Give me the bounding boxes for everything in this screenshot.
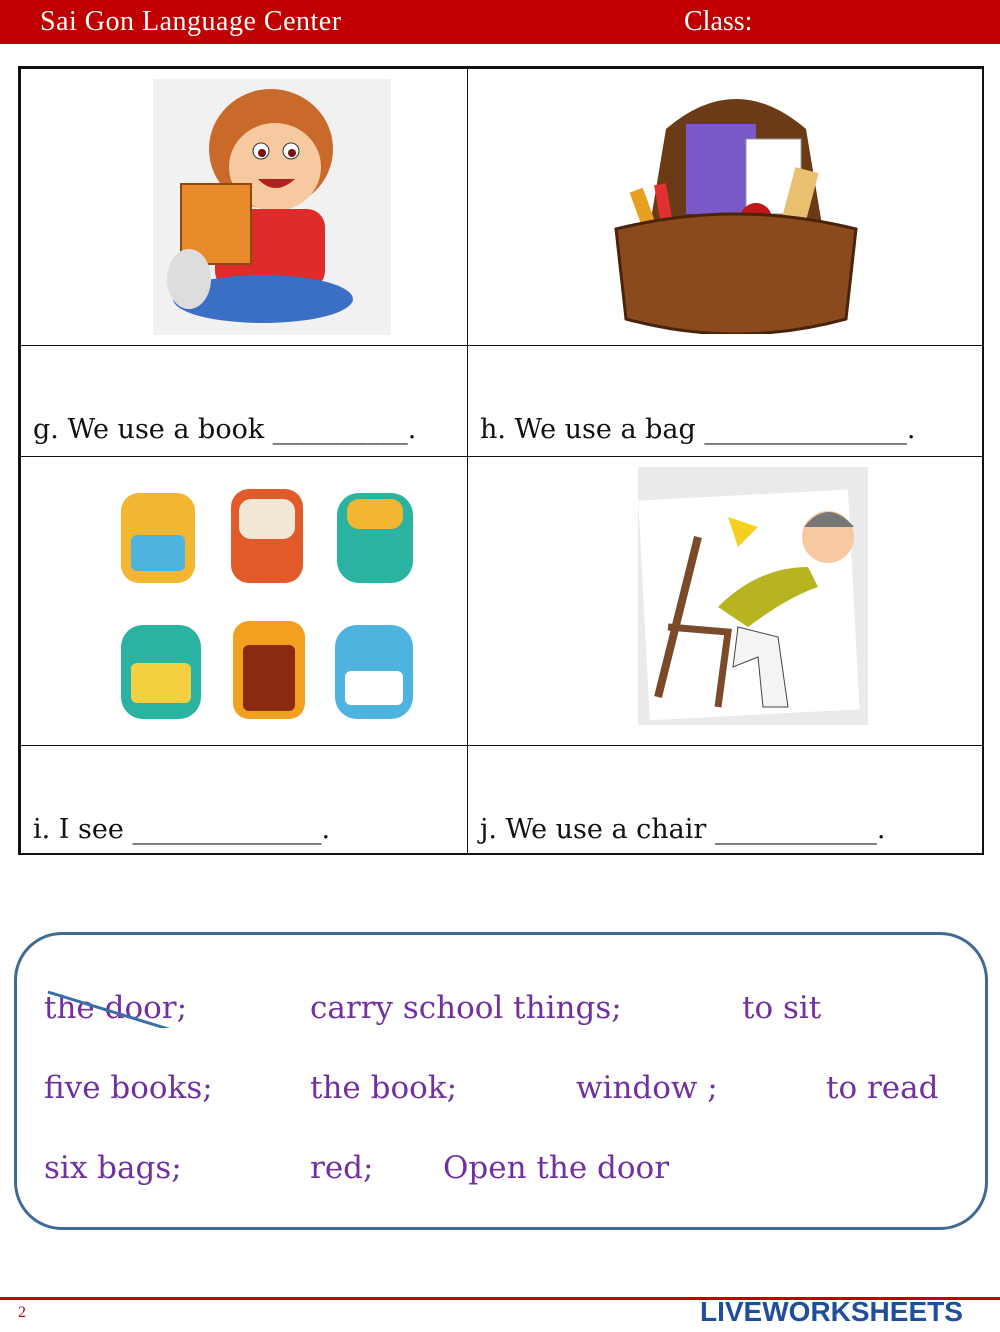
word-window[interactable]: window ; — [576, 1070, 718, 1106]
school-name: Sai Gon Language Center — [40, 6, 342, 37]
page-number: 2 — [18, 1304, 26, 1321]
liveworksheets-logo: LIVEWORKSHEETS — [700, 1296, 963, 1327]
sentence-cell-h — [467, 345, 984, 457]
exercise-table — [18, 66, 984, 855]
exercise-h-text[interactable]: h. We use a bag _______________. — [480, 414, 916, 445]
school-bag-illustration — [606, 79, 866, 334]
six-bags-illustration — [117, 485, 417, 725]
image-cell-man-sitting — [467, 456, 984, 746]
image-cell-boy-reading — [20, 68, 468, 346]
word-the-book[interactable]: the book; — [310, 1070, 458, 1106]
word-the-door[interactable]: the door; — [44, 990, 188, 1026]
image-cell-school-bag — [467, 68, 984, 346]
exercise-j-text[interactable]: j. We use a chair ____________. — [480, 814, 886, 845]
word-red[interactable]: red; — [310, 1150, 374, 1186]
exercise-g-text[interactable]: g. We use a book __________. — [33, 414, 417, 445]
sentence-cell-j — [467, 745, 984, 855]
class-label: Class: — [684, 6, 753, 37]
sentence-cell-g — [20, 345, 468, 457]
word-carry-school-things[interactable]: carry school things; — [310, 990, 622, 1026]
exercise-i-text[interactable]: i. I see ______________. — [33, 814, 331, 845]
strikethrough-mark — [44, 988, 184, 1028]
sentence-cell-i — [20, 745, 468, 855]
word-open-the-door[interactable]: Open the door — [443, 1150, 670, 1186]
man-sitting-illustration — [638, 467, 868, 725]
word-five-books[interactable]: five books; — [44, 1070, 213, 1106]
word-six-bags[interactable]: six bags; — [44, 1150, 182, 1186]
word-to-read[interactable]: to read — [826, 1070, 939, 1106]
header-bar — [0, 0, 1000, 44]
word-to-sit[interactable]: to sit — [742, 990, 822, 1026]
boy-reading-illustration — [153, 79, 391, 335]
image-cell-bags — [20, 456, 468, 746]
